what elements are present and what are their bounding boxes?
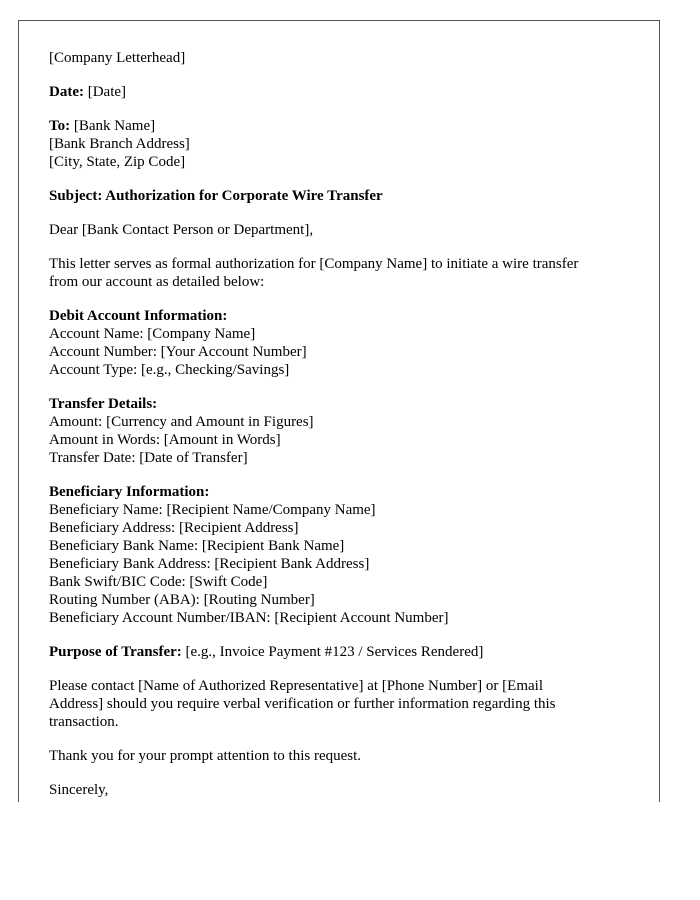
beneficiary-heading: Beneficiary Information: [49,484,210,500]
beneficiary-address: Beneficiary Address: [Recipient Address] [49,520,299,536]
letterhead: [Company Letterhead] [49,50,186,66]
subject-line [49,187,639,205]
transfer-details-section [49,395,639,467]
debit-account-type: Account Type: [e.g., Checking/Savings] [49,362,290,378]
beneficiary-account-number: Beneficiary Account Number/IBAN: [Recipient Account Number] [49,610,449,626]
beneficiary-bank-address: Beneficiary Bank Address: [Recipient Bank Address] [49,556,370,572]
debit-account-section [49,307,639,379]
purpose-label: Purpose of Transfer: [49,644,182,660]
subject: Subject: Authorization for Corporate Wire Transfer [49,188,383,204]
transfer-amount: Amount: [Currency and Amount in Figures] [49,414,314,430]
recipient-block [49,117,639,171]
recipient-bank-line [49,117,639,135]
recipient-bank-name: [Bank Name] [73,118,156,134]
transfer-date: Transfer Date: [Date of Transfer] [49,450,248,466]
beneficiary-swift-code: Bank Swift/BIC Code: [Swift Code] [49,574,268,590]
contact-line: Address] should you require verbal verification or further information regarding this [49,696,556,712]
intro-line: from our account as detailed below: [49,274,265,290]
purpose-value: [e.g., Invoice Payment #123 / Services Rendered] [185,644,484,660]
beneficiary-routing-number: Routing Number (ABA): [Routing Number] [49,592,315,608]
date-line [49,83,639,101]
recipient-branch-address: [Bank Branch Address] [49,136,190,152]
beneficiary-bank-name: Beneficiary Bank Name: [Recipient Bank Name] [49,538,345,554]
debit-account-name: Account Name: [Company Name] [49,326,256,342]
letter-page [18,20,660,802]
letter-body [49,49,639,802]
intro-line: This letter serves as formal authorization for [Company Name] to initiate a wire transfer [49,256,579,272]
beneficiary-section [49,483,639,627]
date-value: [Date] [87,84,127,100]
to-label: To: [49,118,71,134]
intro-paragraph [49,255,639,291]
debit-account-number: Account Number: [Your Account Number] [49,344,307,360]
thanks-line: Thank you for your prompt attention to this request. [49,748,362,764]
transfer-amount-words: Amount in Words: [Amount in Words] [49,432,281,448]
contact-paragraph [49,677,639,731]
purpose-line [49,643,639,661]
date-label: Date: [49,84,84,100]
beneficiary-name: Beneficiary Name: [Recipient Name/Company Name] [49,502,376,518]
contact-line: transaction. [49,714,119,730]
salutation: Dear [Bank Contact Person or Department], [49,222,314,238]
contact-line: Please contact [Name of Authorized Representative] at [Phone Number] or [Email [49,678,543,694]
closing: Sincerely, [49,782,109,798]
recipient-city-state-zip: [City, State, Zip Code] [49,154,186,170]
debit-account-heading: Debit Account Information: [49,308,228,324]
transfer-details-heading: Transfer Details: [49,396,158,412]
